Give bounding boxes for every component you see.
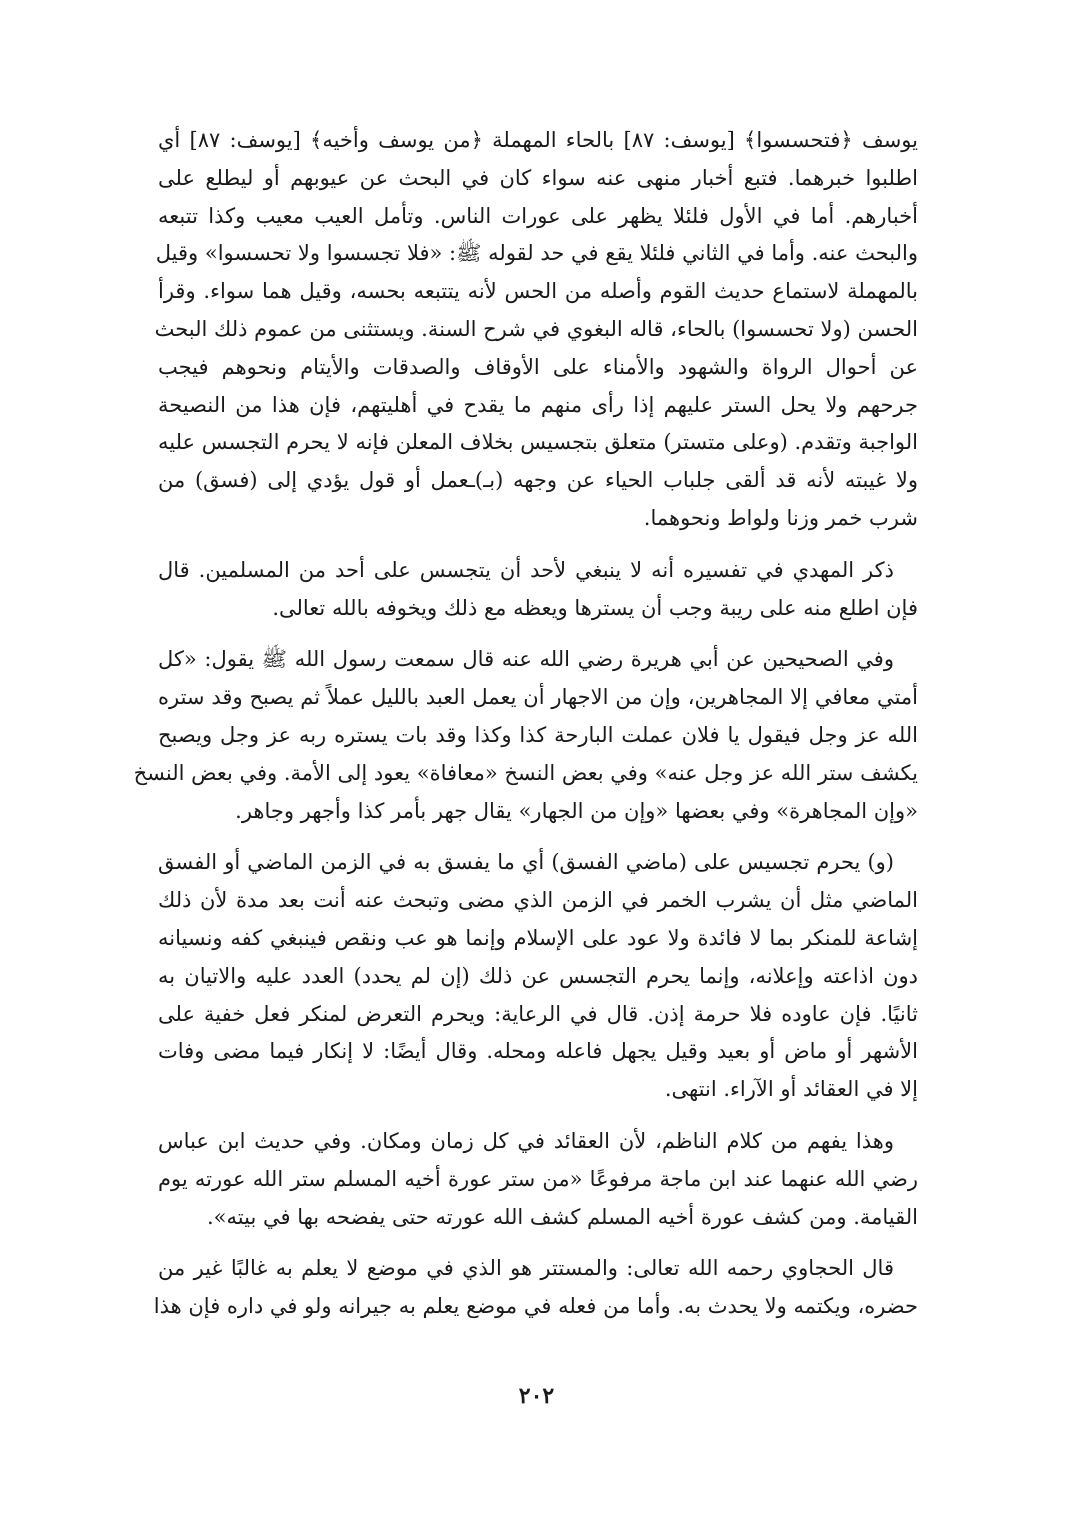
text-line: شرب خمر وزنا ولواط ونحوهما. (643, 505, 918, 530)
text-line: اطلبوا خبرهما. فتبع أخبار منهى عنه سواء كان في البحث عن عيوبهم أو ليطلع على (158, 165, 918, 190)
text-line: الماضي مثل أن يشرب الخمر في الزمن الذي مضى وتبحث عنه أنت بعد مدة لأن ذلك (158, 888, 918, 913)
text-line: قال الحجاوي رحمه الله تعالى: والمستتر هو الذي في موضع لا يعلم به غالبًا غير من (158, 1256, 894, 1281)
paragraph-5 (158, 1123, 918, 1236)
text-line: والبحث عنه. وأما في الثاني فلئلا يقع في حد لقوله ﷺ: «فلا تجسسوا ولا تحسسوا» وقيل (155, 241, 918, 266)
text-line: وفي الصحيحين عن أبي هريرة رضي الله عنه قال سمعت رسول الله ﷺ يقول: «كل (158, 647, 894, 672)
page-number: ٢٠٢ (518, 1383, 555, 1409)
text-line: جرحهم ولا يحل الستر عليهم إذا رأى منهم ما يقدح في أهليتهم، فإن هذا من النصيحة (158, 392, 918, 417)
text-line: رضي الله عنهما عند ابن ماجة مرفوعًا «من ستر عورة أخيه المسلم ستر الله عورته يوم (158, 1166, 918, 1191)
text-line: ذكر المهدي في تفسيره أنه لا ينبغي لأحد أن يتجسس على أحد من المسلمين. قال (158, 557, 894, 582)
text-line: إشاعة للمنكر بما لا فائدة ولا عود على الإسلام وإنما هو عب ونقص فينبغي كفه ونسيانه (158, 925, 918, 950)
paragraph-2 (158, 552, 918, 628)
paragraph-3 (133, 641, 918, 830)
text-line: الحسن (ولا تحسسوا) بالحاء، قاله البغوي في شرح السنة. ويستثنى من عموم ذلك البحث (154, 316, 918, 341)
text-line: أخبارهم. أما في الأول فلئلا يظهر على عورات الناس. وتأمل العيب معيب وكذا تتبعه (158, 203, 918, 228)
page-body (133, 122, 919, 1340)
paragraph-6 (153, 1250, 918, 1326)
text-line: إلا في العقائد أو الآراء. انتهى. (664, 1077, 918, 1102)
text-line: الله عز وجل فيقول يا فلان عملت البارحة كذا وكذا وقد بات يستره ربه عز وجل ويصبح (158, 722, 918, 747)
text-line: عن أحوال الرواة والشهود والأمناء على الأوقاف والصدقات والأيتام ونحوهم فيجب (158, 354, 918, 379)
text-line: وهذا يفهم من كلام الناظم، لأن العقائد في كل زمان ومكان. وفي حديث ابن عباس (158, 1128, 894, 1153)
text-line: القيامة. ومن كشف عورة أخيه المسلم كشف الله عورته حتى يفضحه بها في بيته». (207, 1204, 918, 1229)
text-line: دون اذاعته وإعلانه، وإنما يحرم التجسس عن ذلك (إن لم يحدد) العدد عليه والاتيان به (158, 963, 918, 988)
text-line: بالمهملة لاستماع حديث القوم وأصله من الحس لأنه يتتبعه بحسه، وقيل هما سواء. وقرأ (158, 279, 918, 304)
text-line: يكشف ستر الله عز وجل عنه» وفي بعض النسخ «معافاة» يعود إلى الأمة. وفي بعض النسخ (133, 760, 918, 785)
text-line: ثانيًا. فإن عاوده فلا حرمة إذن. قال في الرعاية: ويحرم التعرض لمنكر فعل خفية على (158, 1001, 918, 1026)
paragraph-1 (154, 122, 919, 538)
text-line: الأشهر أو ماض أو بعيد وقيل يجهل فاعله ومحله. وقال أيضًا: لا إنكار فيما مضى وفات (158, 1039, 918, 1064)
text-line: أمتي معافي إلا المجاهرين، وإن من الاجهار أن يعمل العبد بالليل عملاً ثم يصبح وقد ستره (158, 685, 918, 710)
paragraph-4 (158, 844, 918, 1109)
text-line: ولا غيبته لأنه قد ألقى جلباب الحياء عن وجهه (بـ)ـعمل أو قول يؤدي إلى (فسق) من (158, 468, 918, 493)
text-line: «وإن المجاهرة» وفي بعضها «وإن من الجهار» يقال جهر بأمر كذا وأجهر وجاهر. (235, 798, 918, 823)
text-line: الواجبة وتقدم. (وعلى متستر) متعلق بتجسيس بخلاف المعلن فإنه لا يحرم التجسس عليه (158, 430, 918, 455)
text-line: فإن اطلع منه على ريبة وجب أن يسترها ويعظه مع ذلك ويخوفه بالله تعالى. (272, 595, 918, 620)
text-line: حضره، ويكتمه ولا يحدث به. وأما من فعله في موضع يعلم به جيرانه ولو في داره فإن هذا (153, 1294, 918, 1319)
text-line: (و) يحرم تجسيس على (ماضي الفسق) أي ما يفسق به في الزمن الماضي أو الفسق (158, 850, 894, 875)
text-line: يوسف ﴿فتحسسوا﴾ [يوسف: ٨٧] بالحاء المهملة ﴿من يوسف وأخيه﴾ [يوسف: ٨٧] أي (158, 128, 919, 152)
